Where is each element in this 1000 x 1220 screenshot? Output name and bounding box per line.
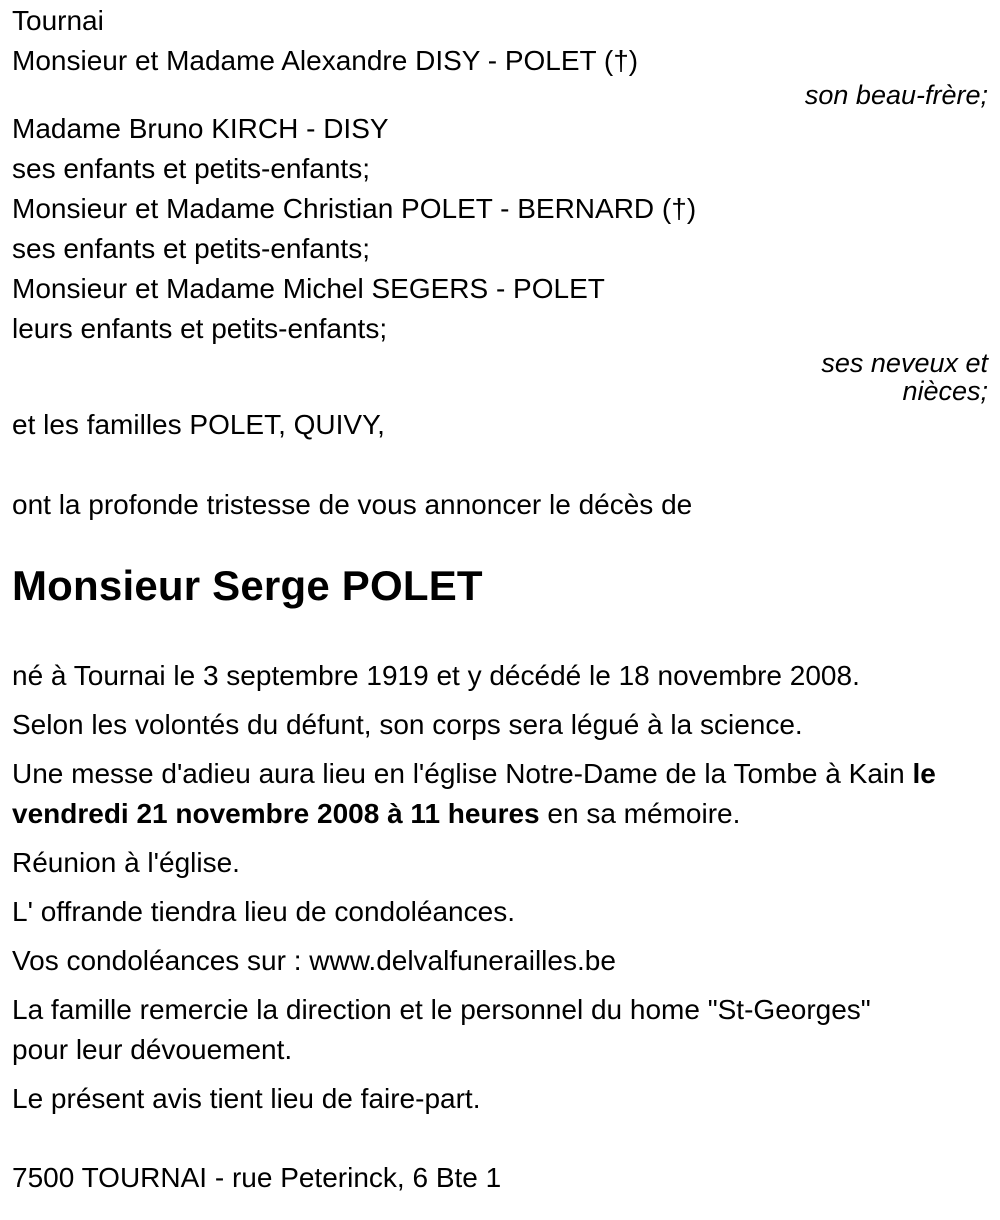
notice-text: Monsieur Serge POLET — [12, 562, 483, 609]
notice-text: Réunion à l'église. — [12, 847, 240, 878]
paragraph — [12, 705, 988, 745]
family-line — [12, 269, 988, 309]
address-line — [12, 1158, 988, 1198]
family-line — [12, 229, 988, 269]
family-line — [12, 41, 988, 81]
family-line — [12, 309, 988, 349]
notice-text: L' offrande tiendra lieu de condoléances. — [12, 896, 515, 927]
notice-text: ses enfants et petits-enfants; — [12, 153, 370, 184]
notice-text: Une messe d'adieu aura lieu en l'église Notre-Dame de la Tombe à Kain — [12, 758, 913, 789]
paragraph — [12, 843, 988, 883]
paragraph — [12, 892, 988, 932]
intro-line — [12, 485, 988, 525]
paragraph — [12, 990, 988, 1070]
paragraph — [12, 754, 988, 834]
family-line — [12, 189, 988, 229]
notice-text: ont la profonde tristesse de vous annoncer le décès de — [12, 489, 693, 520]
notice-text: Selon les volontés du défunt, son corps sera légué à la science. — [12, 709, 803, 740]
attribution — [12, 81, 988, 109]
notice-text: Monsieur et Madame Christian POLET - BERNARD (†) — [12, 193, 697, 224]
notice-text: et les familles POLET, QUIVY, — [12, 409, 385, 440]
notice-text-bold: vendredi 21 novembre 2008 à 11 heures — [12, 798, 540, 829]
paragraph — [12, 941, 988, 981]
notice-text: ses enfants et petits-enfants; — [12, 233, 370, 264]
family-line — [12, 405, 988, 445]
notice-text: son beau-frère; — [804, 80, 988, 110]
notice-text: né à Tournai le 3 septembre 1919 et y décédé le 18 novembre 2008. — [12, 660, 860, 691]
paragraph — [12, 1079, 988, 1119]
attribution — [12, 377, 988, 405]
notice-text: 7500 TOURNAI - rue Peterinck, 6 Bte 1 — [12, 1162, 502, 1193]
notice-text: nièces; — [902, 376, 988, 406]
notice-text: Vos condoléances sur : www.delvalfunerailles.be — [12, 945, 616, 976]
notice-text: en sa mémoire. — [539, 798, 741, 829]
notice-text: La famille remercie la direction et le personnel du home "St-Georges" — [12, 994, 871, 1025]
notice-text: Madame Bruno KIRCH - DISY — [12, 113, 389, 144]
notice-text: Le présent avis tient lieu de faire-part. — [12, 1083, 481, 1114]
notice-text: leurs enfants et petits-enfants; — [12, 313, 388, 344]
notice-text: Tournai — [12, 5, 104, 36]
family-line — [12, 149, 988, 189]
notice-text-bold: le — [912, 758, 936, 789]
notice-text: Monsieur et Madame Alexandre DISY - POLET (†) — [12, 45, 639, 76]
family-line — [12, 109, 988, 149]
deceased-name — [12, 561, 988, 611]
city-line — [12, 1, 988, 41]
paragraph — [12, 656, 988, 696]
attribution — [12, 349, 988, 377]
notice-text: ses neveux et — [821, 348, 988, 378]
notice-text: pour leur dévouement. — [12, 1034, 293, 1065]
notice-text: Monsieur et Madame Michel SEGERS - POLET — [12, 273, 605, 304]
